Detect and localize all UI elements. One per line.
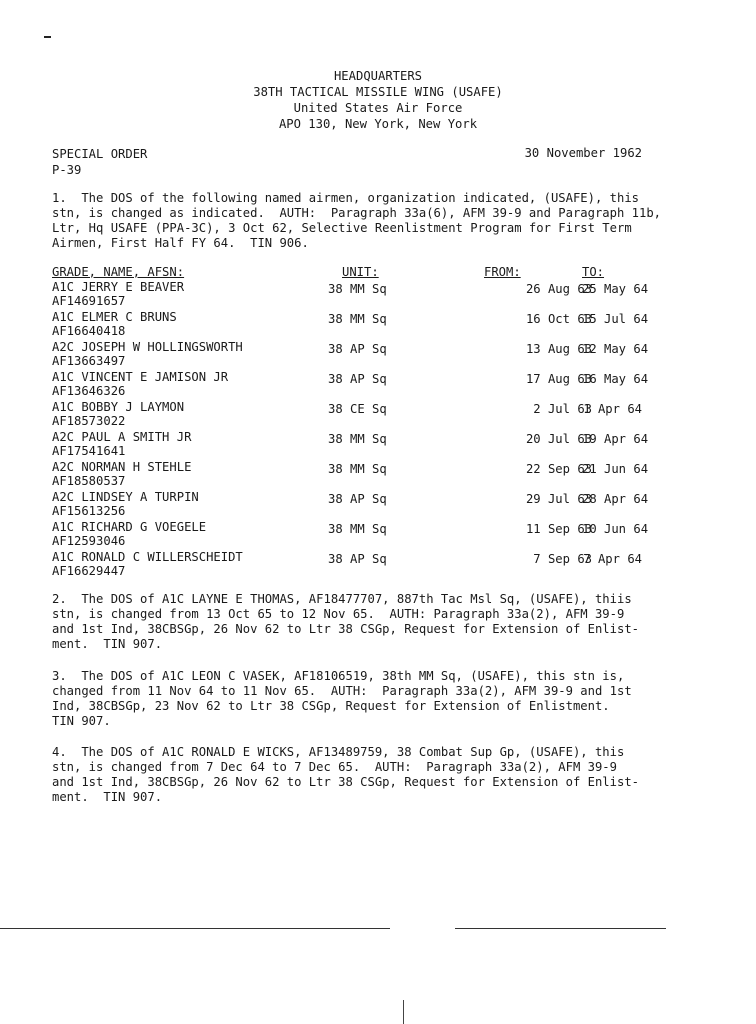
- table-header: [52, 265, 652, 280]
- order-block: [52, 146, 147, 178]
- paragraph-line: stn, is changed as indicated. AUTH: Paragraph 33a(6), AFM 39-9 and Paragraph 11b,: [52, 206, 662, 220]
- airman-from: 22 Sep 63: [525, 462, 592, 476]
- airman-from: 2 Jul 63: [533, 402, 592, 416]
- airman-afsn: AF18573022: [52, 414, 126, 428]
- airman-afsn: AF15613256: [52, 504, 126, 518]
- airman-to: 10 Jun 64: [582, 522, 649, 536]
- airman-to: 12 May 64: [582, 342, 649, 356]
- airman-name: A1C ELMER C BRUNS: [52, 310, 177, 324]
- airman-afsn: AF18580537: [52, 474, 126, 488]
- header-grade-name-afsn: GRADE, NAME, AFSN:: [52, 265, 185, 279]
- paragraph-1: [52, 191, 662, 251]
- airman-from: 17 Aug 63: [525, 372, 592, 386]
- airman-unit: 38 MM Sq: [328, 462, 387, 476]
- table-row: [52, 460, 652, 490]
- paragraph-4: [52, 745, 662, 805]
- airman-name: A2C JOSEPH W HOLLINGSWORTH: [52, 340, 243, 354]
- airman-unit: 38 AP Sq: [328, 492, 387, 506]
- table-row: [52, 280, 652, 310]
- airman-name: A1C JERRY E BEAVER: [52, 280, 185, 294]
- paragraph-line: changed from 11 Nov 64 to 11 Nov 65. AUTH: Paragraph 33a(2), AFM 39-9 and 1st: [52, 684, 632, 698]
- header-from: FROM:: [484, 265, 521, 279]
- header-line-2: 38TH TACTICAL MISSILE WING (USAFE): [253, 85, 503, 99]
- header-line-1: HEADQUARTERS: [333, 69, 423, 83]
- paragraph-line: stn, is changed from 13 Oct 65 to 12 Nov 65. AUTH: Paragraph 33a(2), AFM 39-9: [52, 607, 625, 621]
- paragraph-line: and 1st Ind, 38CBSGp, 26 Nov 62 to Ltr 38 CSGp, Request for Extension of Enlist-: [52, 775, 639, 789]
- airman-to: 19 Apr 64: [582, 432, 649, 446]
- airman-name: A1C RONALD C WILLERSCHEIDT: [52, 550, 243, 564]
- table-row: [52, 400, 652, 430]
- table-row: [52, 490, 652, 520]
- paragraph-3: [52, 669, 662, 729]
- table-row: [52, 520, 652, 550]
- airman-to: 1 Apr 64: [583, 402, 642, 416]
- order-date: 30 November 1962: [524, 146, 642, 160]
- paragraph-line: 1. The DOS of the following named airmen, organization indicated, (USAFE), this: [52, 191, 639, 205]
- airman-afsn: AF16629447: [52, 564, 126, 578]
- table-row: [52, 430, 652, 460]
- header-unit: UNIT:: [342, 265, 379, 279]
- airman-to: 28 Apr 64: [582, 492, 649, 506]
- paragraph-line: Ltr, Hq USAFE (PPA-3C), 3 Oct 62, Selective Reenlistment Program for First Term: [52, 221, 632, 235]
- airman-name: A2C PAUL A SMITH JR: [52, 430, 192, 444]
- paragraph-line: stn, is changed from 7 Dec 64 to 7 Dec 65. AUTH: Paragraph 33a(2), AFM 39-9: [52, 760, 617, 774]
- paragraph-2: [52, 592, 662, 652]
- paragraph-line: Ind, 38CBSGp, 23 Nov 62 to Ltr 38 CSGp, Request for Extension of Enlistment.: [52, 699, 610, 713]
- airman-unit: 38 MM Sq: [328, 522, 387, 536]
- airman-from: 26 Aug 63: [525, 282, 592, 296]
- airman-afsn: AF14691657: [52, 294, 126, 308]
- binding-mark: [403, 1000, 404, 1024]
- header-line-4: APO 130, New York, New York: [278, 117, 478, 131]
- airman-afsn: AF12593046: [52, 534, 126, 548]
- airman-afsn: AF16640418: [52, 324, 126, 338]
- airman-unit: 38 MM Sq: [328, 312, 387, 326]
- airman-from: 20 Jul 63: [525, 432, 592, 446]
- airman-from: 11 Sep 63: [525, 522, 592, 536]
- airman-unit: 38 CE Sq: [328, 402, 387, 416]
- airman-unit: 38 MM Sq: [328, 432, 387, 446]
- table-row: [52, 310, 652, 340]
- stray-mark: [44, 36, 51, 38]
- airman-from: 13 Aug 63: [525, 342, 592, 356]
- paragraph-line: ment. TIN 907.: [52, 637, 163, 651]
- paragraph-line: TIN 907.: [52, 714, 111, 728]
- airman-to: 7 Apr 64: [583, 552, 642, 566]
- bottom-divider-left: [0, 928, 390, 929]
- paragraph-line: 2. The DOS of A1C LAYNE E THOMAS, AF18477707, 887th Tac Msl Sq, (USAFE), thiis: [52, 592, 632, 606]
- airman-name: A1C RICHARD G VOEGELE: [52, 520, 207, 534]
- airman-afsn: AF17541641: [52, 444, 126, 458]
- header-line-3: United States Air Force: [293, 101, 463, 115]
- airman-unit: 38 AP Sq: [328, 342, 387, 356]
- airman-from: 16 Oct 63: [525, 312, 592, 326]
- letterhead: [150, 68, 606, 132]
- airman-from: 29 Jul 63: [525, 492, 592, 506]
- airman-afsn: AF13646326: [52, 384, 126, 398]
- airman-to: 16 May 64: [582, 372, 649, 386]
- bottom-divider-right: [455, 928, 666, 929]
- paragraph-line: ment. TIN 907.: [52, 790, 163, 804]
- airman-name: A2C NORMAN H STEHLE: [52, 460, 192, 474]
- airman-name: A1C BOBBY J LAYMON: [52, 400, 185, 414]
- table-row: [52, 550, 652, 580]
- airman-name: A2C LINDSEY A TURPIN: [52, 490, 199, 504]
- table-row: [52, 340, 652, 370]
- paragraph-line: and 1st Ind, 38CBSGp, 26 Nov 62 to Ltr 38 CSGp, Request for Extension of Enlist-: [52, 622, 639, 636]
- paragraph-line: Airmen, First Half FY 64. TIN 906.: [52, 236, 309, 250]
- airman-unit: 38 MM Sq: [328, 282, 387, 296]
- airmen-table: [52, 265, 652, 580]
- order-label: SPECIAL ORDER: [52, 147, 148, 161]
- airman-name: A1C VINCENT E JAMISON JR: [52, 370, 229, 384]
- airman-to: 15 Jul 64: [582, 312, 649, 326]
- airman-unit: 38 AP Sq: [328, 372, 387, 386]
- paragraph-line: 4. The DOS of A1C RONALD E WICKS, AF13489759, 38 Combat Sup Gp, (USAFE), this: [52, 745, 625, 759]
- header-to: TO:: [582, 265, 605, 279]
- airman-from: 7 Sep 63: [533, 552, 592, 566]
- paragraph-line: 3. The DOS of A1C LEON C VASEK, AF18106519, 38th MM Sq, (USAFE), this stn is,: [52, 669, 625, 683]
- airman-to: 25 May 64: [582, 282, 649, 296]
- order-number: P-39: [52, 163, 82, 177]
- airman-to: 21 Jun 64: [582, 462, 649, 476]
- table-row: [52, 370, 652, 400]
- airman-unit: 38 AP Sq: [328, 552, 387, 566]
- airman-afsn: AF13663497: [52, 354, 126, 368]
